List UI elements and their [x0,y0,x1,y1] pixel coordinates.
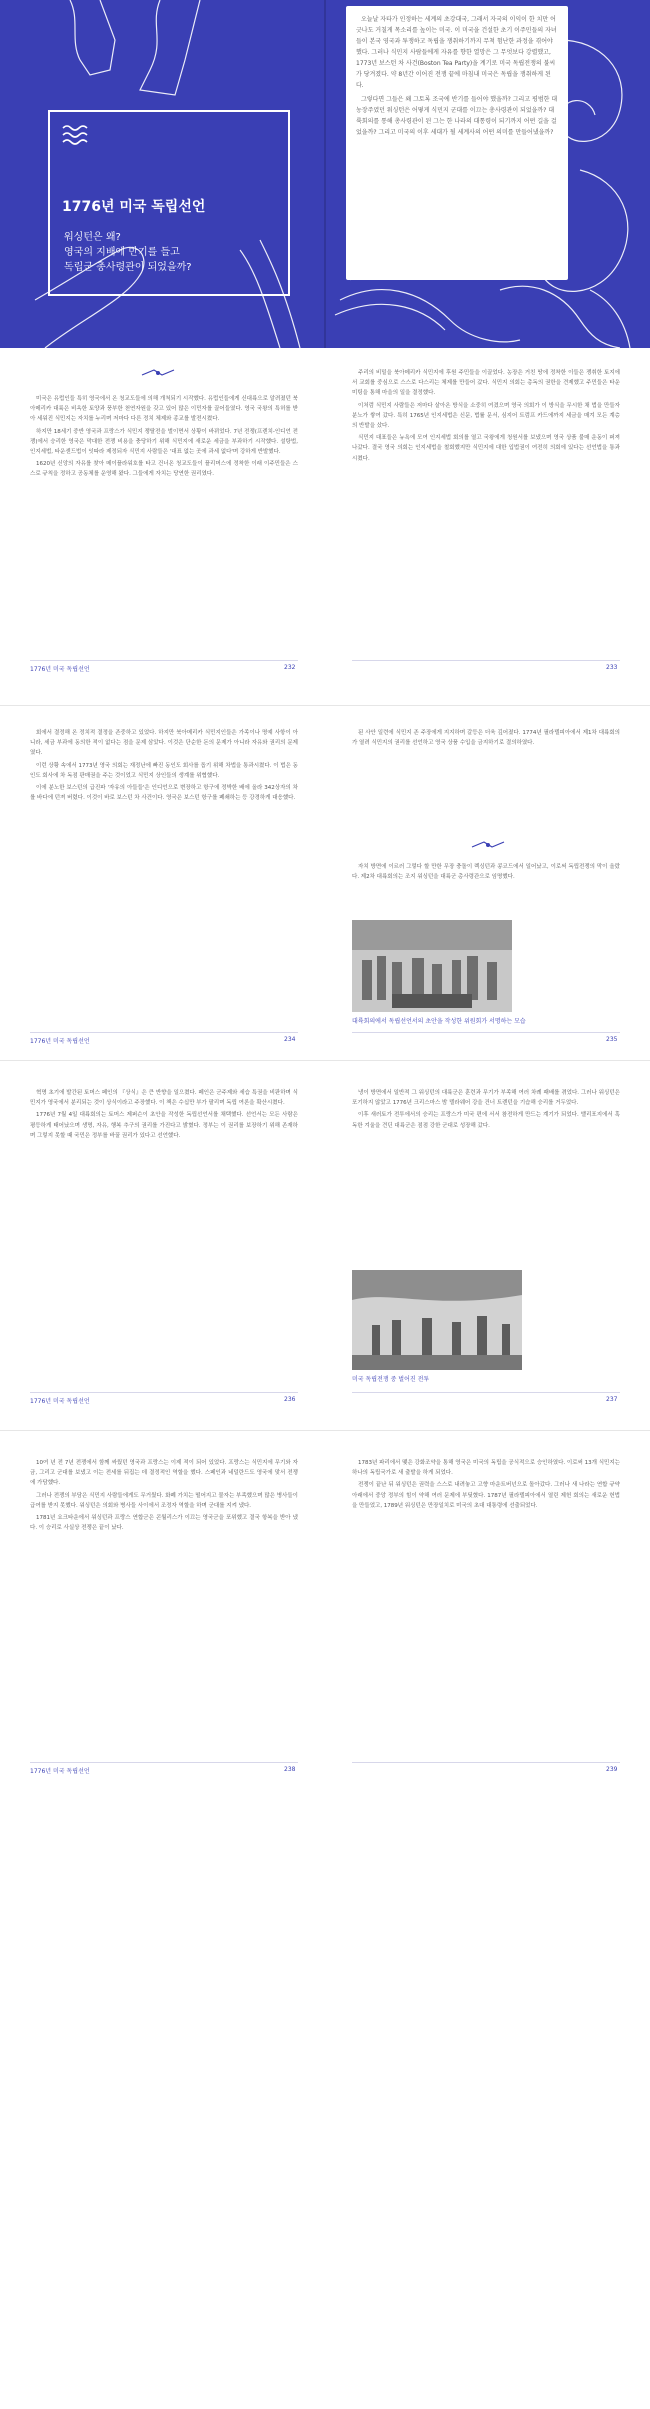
spread-234-235 [0,720,650,1050]
body-paragraph: 그러나 전쟁의 부담은 식민지 사람들에게도 무거웠다. 화폐 가치는 떨어지고 물자는 부족했으며 많은 병사들이 급여를 받지 못했다. 워싱턴은 의회와 병사들 사이에서 조정자 역할을 하며 군대를 지켜 냈다. [30,1492,298,1509]
center-gutter [324,0,326,348]
footer-rule [352,660,620,661]
body-paragraph: 된 사안 일련에 식민지 존 주장에게 지지하며 갈등은 더욱 깊어졌다. 1774년 필라델피아에서 제1차 대륙회의가 열려 식민지의 권리를 선언하고 영국 상품 수입을 금지하기로 결의하였다. [352,730,620,747]
body-paragraph: 1781년 요크타운에서 워싱턴과 프랑스 연합군은 콘월리스가 이끄는 영국군을 포위했고 결국 항복을 받아 냈다. 이 승리로 사실상 전쟁은 끝이 났다. [30,1515,298,1532]
intro-paragraph: 오늘날 자타가 인정하는 세계의 초강대국, 그래서 자국의 이익이 한 치만 어긋나도 거칠게 목소리를 높이는 미국. 이 미국을 건설한 초기 이주민들의 자녀들이 본국 영국과 투쟁하고 독립을 쟁취하기까지 무척 험난한 과정을 겪어야 했다. 그러나 식민지 사람들에게 자유를 향한 열망은 그 무엇보다 강렬했고, 1773년 보스턴 차 사건(Boston Tea Party)을 계기로 미국 독립전쟁의 불씨가 당겨졌다. 약 8년간 이어진 전쟁 끝에 마침내 미국은 독립을 쟁취하게 된다. [356,16,557,89]
title-frame [48,110,290,296]
page-232-text [30,394,298,482]
body-paragraph: 식민지 대표들은 뉴욕에 모여 인지세법 회의를 열고 국왕에게 청원서를 보냈으며 영국 상품 불매 운동이 퍼져 나갔다. 결국 영국 의회는 인지세법을 철회했지만 식민지에 대한 입법권이 여전히 의회에 있다는 선언법을 통과시켰다. [352,435,620,462]
footer-rule [30,1032,298,1033]
page-number: 239 [606,1766,618,1773]
page-234-text [30,728,298,805]
footer-rule [30,1762,298,1763]
footer-rule [352,1392,620,1393]
body-paragraph: 전쟁이 끝난 뒤 워싱턴은 권력을 스스로 내려놓고 고향 마운트버넌으로 돌아갔다. 그러나 새 나라는 연합 규약 아래에서 중앙 정부의 힘이 약해 여러 문제에 부딪혔다. 1787년 필라델피아에서 열린 제헌 회의는 새로운 헌법을 만들었고, 1789년 워싱턴은 만장일치로 미국의 초대 대통령에 선출되었다. [352,1482,620,1509]
body-paragraph: 1783년 파리에서 맺은 강화조약을 통해 영국은 미국의 독립을 공식적으로 승인하였다. 이로써 13개 식민지는 하나의 독립국가로 새 출발을 하게 되었다. [352,1460,620,1477]
body-paragraph: 1776년 7월 4일 대륙회의는 토머스 제퍼슨이 초안을 작성한 독립선언서를 채택했다. 선언서는 모든 사람은 평등하게 태어났으며 생명, 자유, 행복 추구의 권리를 가진다고 밝혔다. 정부는 이 권리를 보장하기 위해 존재하며 그렇지 못할 때 국민은 정부를 바꿀 권리가 있다고 선언했다. [30,1112,298,1139]
intro-paragraph: 그렇다면 그들은 왜 그토록 조국에 반기를 들어야 했을까? 그리고 평범한 대농장주였던 워싱턴은 어떻게 식민지 군대를 이끄는 총사령관이 되었을까? 대륙회의를 통해 총사령관이 된 그는 한 나라의 대통령이 되기까지 어떤 길을 걸었을까? 그리고 미국의 이후 세대가 될 세계사의 어떤 의미를 만들어냈을까? [356,96,558,136]
spread-divider [0,705,650,706]
page-number: 233 [606,664,618,671]
running-footer: 1776년 미국 독립선언 [30,1038,90,1045]
page-number: 237 [606,1396,618,1403]
wave-icon [62,124,90,146]
spread-divider [0,1430,650,1431]
body-paragraph: 1620년 신앙의 자유를 찾아 메이플라워호를 타고 건너온 청교도들이 플리머스에 정착한 이래 이주민들은 스스로 규칙을 정하고 공동체를 운영해 왔다. 그들에게 자치는 당연한 권리였다. [30,461,298,478]
body-paragraph: 10여 년 전 7년 전쟁에서 함께 싸웠던 영국과 프랑스는 이제 적이 되어 있었다. 프랑스는 식민지에 무기와 자금, 그리고 군대를 보냈고 이는 전세를 뒤집는 데 결정적인 역할을 했다. 스페인과 네덜란드도 영국에 맞서 전쟁에 가담했다. [30,1460,298,1487]
page-number: 236 [284,1396,296,1403]
battle-painting [352,1270,522,1370]
body-paragraph: 이후 새러토가 전투에서의 승리는 프랑스가 미국 편에 서서 참전하게 만드는 계기가 되었다. 밸리포지에서 혹독한 겨울을 견딘 대륙군은 점점 강한 군대로 성장해 갔다. [352,1112,620,1129]
question-line: 영국의 지배에 반기를 들고 [64,247,180,258]
footer-rule [352,1762,620,1763]
body-paragraph: 이런 상황 속에서 1773년 영국 의회는 재정난에 빠진 동인도 회사를 돕기 위해 차법을 통과시켰다. 이 법은 동인도 회사에 차 독점 판매권을 주는 것이었고 식민지 상인들의 생계를 위협했다. [30,762,298,779]
spread-236-237 [0,1080,650,1410]
image-caption: 대륙회의에서 독립선언서의 초안을 작성한 위원회가 서명하는 모습 [352,1018,526,1025]
page-237-text [352,1088,620,1133]
historical-painting [352,920,512,1012]
spread-238-239 [0,1450,650,1780]
question-line: 워싱턴은 왜? [64,232,121,243]
question-line: 독립군 총사령관이 되었을까? [64,262,192,273]
footer-rule [30,660,298,661]
body-paragraph: 냉이 방면에서 일반적 그 워싱턴의 대륙군은 훈련과 무기가 부족해 여러 차례 패배를 겪었다. 그러나 워싱턴은 포기하지 않았고 1776년 크리스마스 밤 델라웨어 강을 건너 트렌턴을 기습해 승리를 거두었다. [352,1090,620,1107]
spread-divider [0,1060,650,1061]
intro-card [346,6,568,280]
footer-rule [30,1392,298,1393]
body-paragraph: 회에서 결정해 온 정치적 결정을 존중하고 있었다. 하지만 북아메리카 식민지인들은 가족이나 명예 사항이 아니라, 세금 부과에 동의한 적이 없다는 점을 문제 삼았다. 이것은 단순한 돈의 문제가 아니라 자유와 권리의 문제였다. [30,730,298,757]
image-caption: 미국 독립전쟁 중 벌어진 전투 [352,1376,430,1383]
running-footer: 1776년 미국 독립선언 [30,1398,90,1405]
page-235-text [352,728,620,750]
page-239-text [352,1458,620,1513]
cover-spread [0,0,650,348]
body-paragraph: 주리의 비밀을 북아메리카 식민지에 후원 주민들을 이끌었다. 농장은 거친 땅에 정착한 이들은 쟁취한 토지에서 교회를 중심으로 스스로 다스리는 체제를 만들어 갔다. 식민지 의회는 총독의 권한을 견제했고 주민들은 타운 미팅을 통해 마을의 일을 결정했다. [352,370,620,397]
page-236-text [30,1088,298,1143]
page-number: 238 [284,1766,296,1773]
body-paragraph: 자치 방면에 이르러 그렇다 할 만한 무장 충돌이 렉싱턴과 콩코드에서 일어났고, 이로써 독립전쟁의 막이 올랐다. 제2차 대륙회의는 조지 워싱턴을 대륙군 총사령관으로 임명했다. [352,864,620,881]
running-footer: 1776년 미국 독립선언 [30,666,90,673]
page-238-text [30,1458,298,1535]
body-paragraph: 미국은 유럽인들 특히 영국에서 온 청교도들에 의해 개척되기 시작했다. 유럽인들에게 신대륙으로 알려졌던 북아메리카 대륙은 비옥한 토양과 풍부한 천연자원을 갖고 있어 많은 이민자를 끌어들였다. 영국 국왕의 특허를 받아 세워진 식민지는 자치를 누리며 저마다 다른 정치 체제와 종교를 발전시켰다. [30,396,298,423]
ornament-icon [470,838,506,852]
body-paragraph: 하지만 18세기 중반 영국과 프랑스가 식민지 쟁탈전을 벌이면서 상황이 바뀌었다. 7년 전쟁(프렌치-인디언 전쟁)에서 승리한 영국은 막대한 전쟁 비용을 충당하기 위해 식민지에 새로운 세금을 부과하기 시작했다. 설탕법, 인지세법, 타운센드법이 잇따라 제정되자 식민지 사람들은 '대표 없는 곳에 과세 없다'며 강하게 반발했다. [30,428,298,456]
body-paragraph: 이처럼 식민지 사람들은 저마다 살아온 방식을 소중히 여겼으며 영국 의회가 이 방식을 무시한 채 법을 만들자 분노가 쌓여 갔다. 특히 1765년 인지세법은 신문, 법률 문서, 심지어 트럼프 카드에까지 세금을 매겨 모든 계층의 반발을 샀다. [352,402,620,430]
body-paragraph: 혁명 초기에 발간된 토머스 페인의 『상식』은 큰 반향을 일으켰다. 페인은 군주제와 세습 특권을 비판하며 식민지가 영국에서 분리되는 것이 상식이라고 주장했다. 이 책은 수십만 부가 팔리며 독립 여론을 확산시켰다. [30,1090,298,1107]
running-footer: 1776년 미국 독립선언 [30,1768,90,1775]
page-number: 234 [284,1036,296,1043]
page-number: 232 [284,664,296,671]
spread-232-233 [0,360,650,690]
page-235-text-continued [352,862,620,884]
footer-rule [352,1032,620,1033]
chapter-title: 1776년 미국 독립선언 [62,199,206,215]
chapter-question [64,230,192,275]
page-233-text [352,368,620,466]
ornament-icon [140,366,176,380]
page-number: 235 [606,1036,618,1043]
body-paragraph: 이에 분노한 보스턴의 급진파 '자유의 아들들'은 인디언으로 변장하고 항구에 정박한 배에 올라 342상자의 차를 바다에 던져 버렸다. 이것이 바로 보스턴 차 사건이다. 영국은 보스턴 항구를 폐쇄하는 등 강경하게 대응했다. [30,785,298,802]
